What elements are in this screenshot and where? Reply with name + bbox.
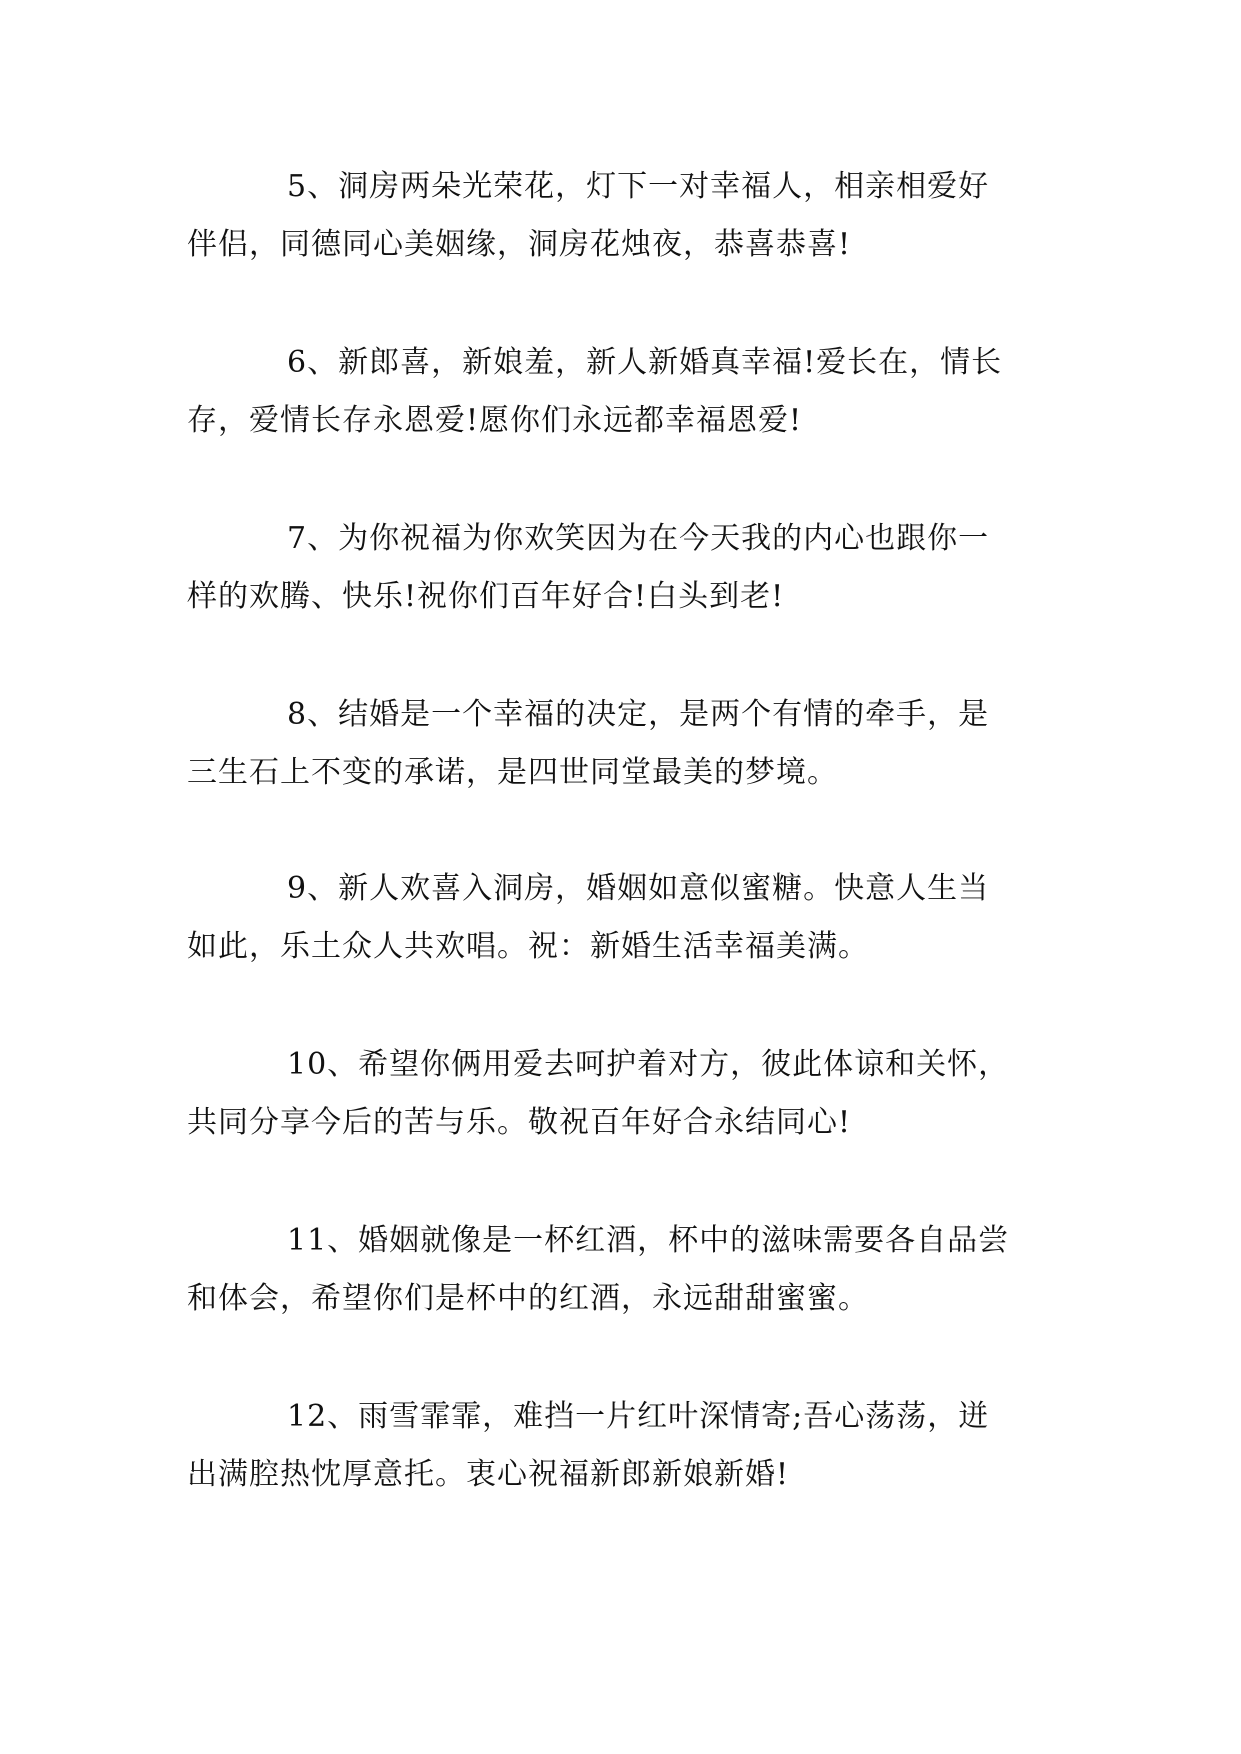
- paragraph-11: [187, 1212, 1052, 1328]
- paragraph-10: [187, 1036, 1052, 1152]
- paragraph-10-line-1: 10、希望你俩用爱去呵护着对方，彼此体谅和关怀，: [287, 1047, 1010, 1082]
- paragraph-12-line-1: 12、雨雪霏霏，难挡一片红叶深情寄;吾心荡荡，迸: [287, 1399, 990, 1434]
- paragraph-8: [187, 686, 1052, 802]
- paragraph-6-line-2: 存，爱情长存永恩爱!愿你们永远都幸福恩爱!: [187, 403, 803, 438]
- paragraph-5-line-2: 伴侣，同德同心美姻缘，洞房花烛夜，恭喜恭喜!: [187, 227, 852, 262]
- paragraph-12: [187, 1388, 1052, 1504]
- paragraph-6-line-1: 6、新郎喜，新娘羞，新人新婚真幸福!爱长在，情长: [287, 345, 1003, 380]
- paragraph-12-line-2: 出满腔热忱厚意托。衷心祝福新郎新娘新婚!: [187, 1457, 790, 1492]
- paragraph-10-line-2: 共同分享今后的苦与乐。敬祝百年好合永结同心!: [187, 1105, 852, 1140]
- paragraph-5-line-1: 5、洞房两朵光荣花，灯下一对幸福人，相亲相爱好: [287, 169, 990, 204]
- paragraph-8-line-2: 三生石上不变的承诺，是四世同堂最美的梦境。: [187, 755, 838, 790]
- paragraph-7-line-2: 样的欢腾、快乐!祝你们百年好合!白头到老!: [187, 579, 785, 614]
- paragraph-9-line-2: 如此，乐土众人共欢唱。祝：新婚生活幸福美满。: [187, 929, 869, 964]
- paragraph-6: [187, 334, 1052, 450]
- paragraph-7-line-1: 7、为你祝福为你欢笑因为在今天我的内心也跟你一: [287, 521, 990, 556]
- paragraph-9-line-1: 9、新人欢喜入洞房，婚姻如意似蜜糖。快意人生当: [287, 871, 990, 906]
- paragraph-11-line-2: 和体会，希望你们是杯中的红酒，永远甜甜蜜蜜。: [187, 1281, 869, 1316]
- paragraph-5: [187, 158, 1052, 274]
- paragraph-7: [187, 510, 1052, 626]
- paragraph-11-line-1: 11、婚姻就像是一杯红酒，杯中的滋味需要各自品尝: [287, 1223, 1010, 1258]
- paragraph-9: [187, 860, 1052, 976]
- paragraph-8-line-1: 8、结婚是一个幸福的决定，是两个有情的牵手，是: [287, 697, 990, 732]
